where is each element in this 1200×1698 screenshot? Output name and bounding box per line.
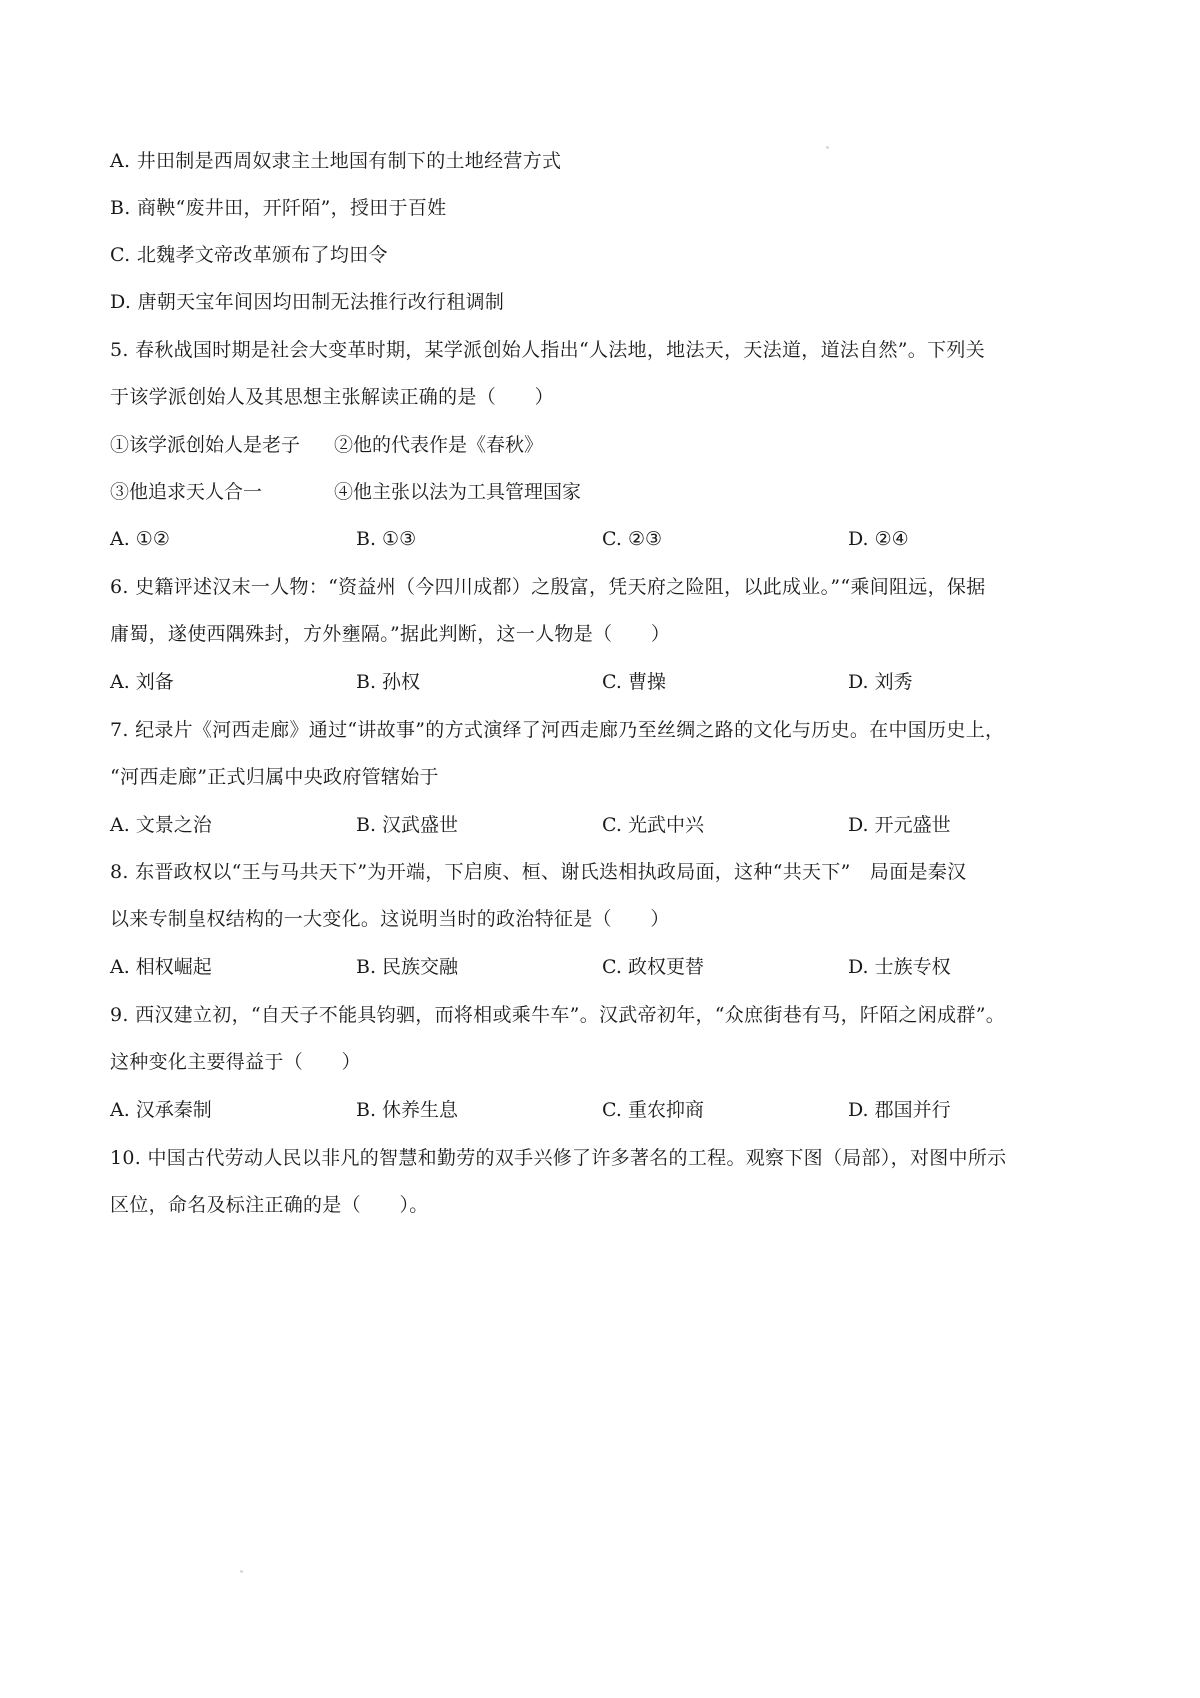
q7-option-b: B. 汉武盛世 xyxy=(356,814,459,836)
q5-option-d: D. ②④ xyxy=(848,528,909,550)
q6-stem-line-1: 6. 史籍评述汉末一人物：“资益州（今四川成都）之殷富，凭天府之险阻，以此成业。”“乘间阻远，保据 xyxy=(110,576,986,598)
q8-stem-line-2: 以来专制皇权结构的一大变化。这说明当时的政治特征是（ ） xyxy=(110,908,670,930)
q5-option-b: B. ①③ xyxy=(356,528,417,550)
q4-option-c: C. 北魏孝文帝改革颁布了均田令 xyxy=(110,244,388,266)
scan-speck xyxy=(826,146,829,149)
q5-statement-2: ②他的代表作是《春秋》 xyxy=(334,434,544,456)
q5-statement-3: ③他追求天人合一 xyxy=(110,481,263,503)
q7-stem-line-2: “河西走廊”正式归属中央政府管辖始于 xyxy=(110,766,439,788)
q9-stem-line-2: 这种变化主要得益于（ ） xyxy=(110,1051,361,1073)
q8-option-b: B. 民族交融 xyxy=(356,956,459,978)
q8-option-a: A. 相权崛起 xyxy=(110,956,212,978)
q7-option-a: A. 文景之治 xyxy=(110,814,212,836)
q5-option-c: C. ②③ xyxy=(602,528,663,550)
q10-stem-line-2: 区位，命名及标注正确的是（ ）。 xyxy=(110,1194,429,1216)
q9-stem-line-1: 9. 西汉建立初，“自天子不能具钧驷，而将相或乘牛车”。汉武帝初年，“众庶街巷有马，阡陌之闲成群”。 xyxy=(110,1004,1006,1026)
q4-option-a: A. 井田制是西周奴隶主土地国有制下的土地经营方式 xyxy=(110,150,562,172)
q9-option-d: D. 郡国并行 xyxy=(848,1099,951,1121)
q5-statement-4: ④他主张以法为工具管理国家 xyxy=(334,481,582,503)
q7-stem-line-1: 7. 纪录片《河西走廊》通过“讲故事”的方式演绎了河西走廊乃至丝绸之路的文化与历史。在中国历史上， xyxy=(110,719,1005,741)
q5-stem-line-2: 于该学派创始人及其思想主张解读正确的是（ ） xyxy=(110,386,554,408)
q10-stem-line-1: 10. 中国古代劳动人民以非凡的智慧和勤劳的双手兴修了许多著名的工程。观察下图（局部），对图中所示 xyxy=(110,1147,1007,1169)
q5-option-a: A. ①② xyxy=(110,528,170,550)
q8-option-c: C. 政权更替 xyxy=(602,956,704,978)
q8-option-d: D. 士族专权 xyxy=(848,956,951,978)
q9-option-c: C. 重农抑商 xyxy=(602,1099,704,1121)
q7-option-c: C. 光武中兴 xyxy=(602,814,704,836)
q6-option-a: A. 刘备 xyxy=(110,671,174,693)
q6-stem-line-2: 庸蜀，遂使西隅殊封，方外壅隔。”据此判断，这一人物是（ ） xyxy=(110,623,671,645)
q5-stem-line-1: 5. 春秋战国时期是社会大变革时期，某学派创始人指出“人法地，地法天，天法道，道法自然”。下列关 xyxy=(110,339,985,361)
q6-option-b: B. 孙权 xyxy=(356,671,421,693)
q7-option-d: D. 开元盛世 xyxy=(848,814,951,836)
scan-speck xyxy=(240,1570,243,1573)
q6-option-c: C. 曹操 xyxy=(602,671,666,693)
q9-option-b: B. 休养生息 xyxy=(356,1099,459,1121)
q9-option-a: A. 汉承秦制 xyxy=(110,1099,212,1121)
q5-statement-1: ①该学派创始人是老子 xyxy=(110,434,301,456)
q8-stem-line-1: 8. 东晋政权以“王与马共天下”为开端，下启庾、桓、谢氏迭相执政局面，这种“共天下” 局面是秦汉 xyxy=(110,861,967,883)
q6-option-d: D. 刘秀 xyxy=(848,671,913,693)
q4-option-d: D. 唐朝天宝年间因均田制无法推行改行租调制 xyxy=(110,291,505,313)
q4-option-b: B. 商鞅“废井田，开阡陌”，授田于百姓 xyxy=(110,197,447,219)
